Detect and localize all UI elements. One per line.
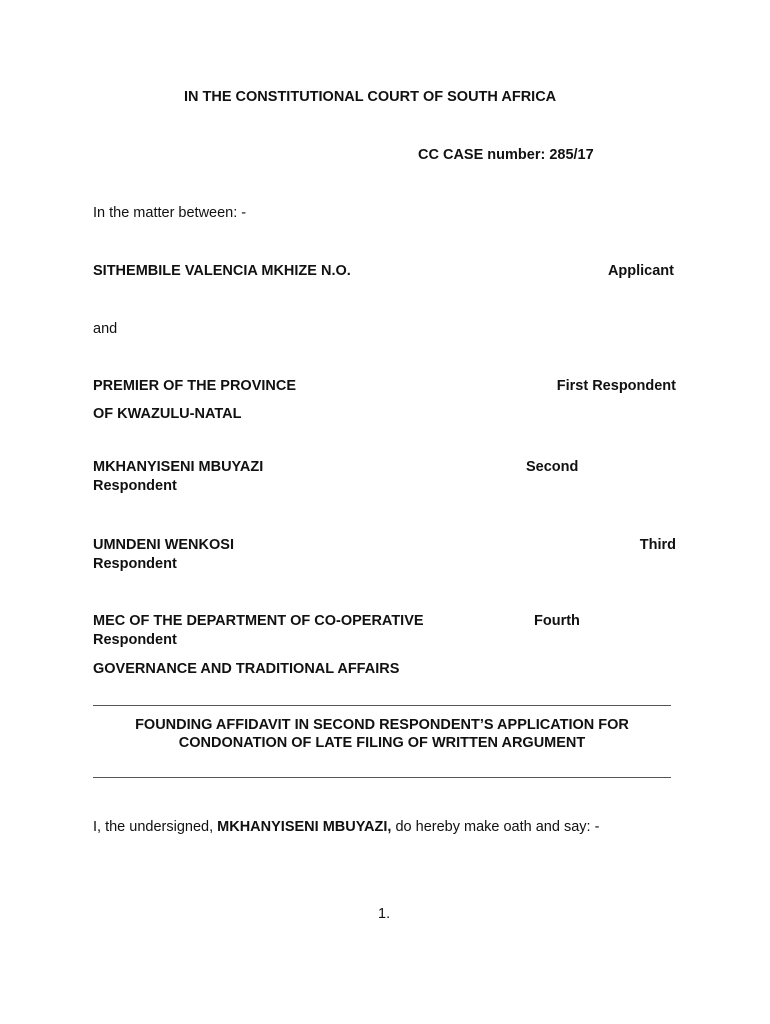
party-fourth-respondent-role-continuation: Respondent [93, 632, 177, 648]
affidavit-title-line2: CONDONATION OF LATE FILING OF WRITTEN ARGUMENT [178, 735, 586, 751]
divider-bottom [93, 777, 671, 778]
party-fourth-respondent-name-line2: GOVERNANCE AND TRADITIONAL AFFAIRS [93, 661, 400, 677]
divider-top [93, 705, 671, 706]
oath-prefix: I, the undersigned, [93, 819, 218, 835]
party-second-respondent-role: Second [526, 459, 579, 475]
party-fourth-respondent-name-line1: MEC OF THE DEPARTMENT OF CO-OPERATIVE [93, 613, 424, 629]
party-second-respondent-role-continuation: Respondent [93, 478, 177, 494]
party-third-respondent-role: Third [639, 537, 676, 553]
paragraph-number: 1. [378, 906, 391, 922]
oath-statement [93, 818, 599, 836]
party-first-respondent-name-line2: OF KWAZULU-NATAL [93, 406, 242, 422]
matter-intro: In the matter between: - [93, 205, 247, 221]
oath-deponent: MKHANYISENI MBUYAZI, [217, 819, 392, 835]
affidavit-title-line1: FOUNDING AFFIDAVIT IN SECOND RESPONDENT’S APPLICATION FOR [135, 717, 629, 733]
party-second-respondent-name: MKHANYISENI MBUYAZI [93, 459, 264, 475]
party-first-respondent-role: First Respondent [556, 378, 676, 394]
party-first-respondent-name-line1: PREMIER OF THE PROVINCE [93, 378, 297, 394]
court-title: IN THE CONSTITUTIONAL COURT OF SOUTH AFRICA [184, 89, 557, 105]
party-fourth-respondent-role: Fourth [534, 613, 580, 629]
conjunction-and: and [93, 321, 118, 337]
party-applicant-role: Applicant [607, 263, 674, 279]
party-applicant-name: SITHEMBILE VALENCIA MKHIZE N.O. [93, 263, 351, 279]
party-third-respondent-name: UMNDENI WENKOSI [93, 537, 234, 553]
oath-suffix: do hereby make oath and say: - [391, 819, 600, 835]
case-number: CC CASE number: 285/17 [418, 147, 594, 163]
party-third-respondent-role-continuation: Respondent [93, 556, 177, 572]
